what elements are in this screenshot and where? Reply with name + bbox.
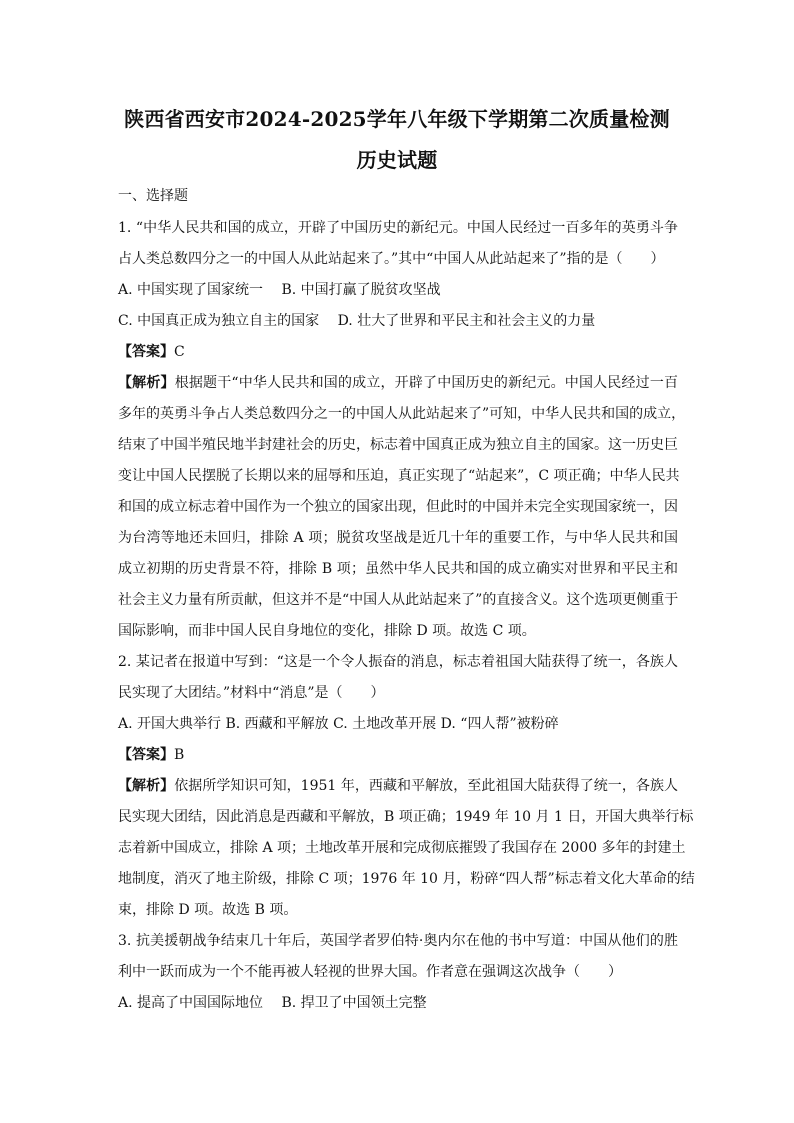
q2-analysis-line-2: 民实现大团结，因此消息是西藏和平解放，B 项正确；1949 年 10 月 1 日，开国大典举行标 [118,809,694,825]
q2-analysis-tag: 【解析】 [118,778,175,794]
q2-analysis-line-4: 地制度，消灭了地主阶级，排除 C 项；1976 年 10 月，粉碎“四人帮”标志着文化大革命的结 [118,871,695,887]
document-title: 陕西省西安市2024-2025学年八年级下学期第二次质量检测 [124,107,670,131]
q2-stem-line-1: 2. 某记者在报道中写到：“这是一个令人振奋的消息，标志着祖国大陆获得了统一，各族人 [118,654,678,670]
q1-analysis-line-5: 和国的成立标志着中国作为一个独立的国家出现，但此时的中国并未完全实现国家统一，因 [118,499,678,515]
q1-answer [118,342,678,362]
q3-option-line-1: A. 提高了中国国际地位 B. 捍卫了中国领土完整 [118,995,427,1011]
q2-answer-tag: 【答案】 [118,747,174,763]
q3-stem-line-2: 利中一跃而成为一个不能再被人轻视的世界大国。作者意在强调这次战争（ ） [118,964,622,980]
q1-answer-tag: 【答案】 [118,344,174,360]
q1-analysis-line-4: 变让中国人民摆脱了长期以来的屈辱和压迫，真正实现了“站起来”，C 项正确；中华人民共 [118,468,680,484]
q1-analysis-line-9: 国际影响，而非中国人民自身地位的变化，排除 D 项。故选 C 项。 [118,623,536,639]
q3-stem-line-1: 3. 抗美援朝战争结束几十年后，英国学者罗伯特·奥内尔在他的书中写道：中国从他们的胜 [118,933,678,949]
q1-analysis-line-8: 社会主义力量有所贡献，但这并不是“中国人从此站起来了”的直接含义。这个选项更侧重于 [118,592,679,608]
q1-analysis-tag: 【解析】 [118,375,175,391]
q1-option-line-2: C. 中国真正成为独立自主的国家 D. 壮大了世界和平民主和社会主义的力量 [118,313,596,329]
q1-option-line-1: A. 中国实现了国家统一 B. 中国打赢了脱贫攻坚战 [118,282,441,298]
q2-answer [118,745,678,765]
q1-analysis-line-6: 为台湾等地还未回归，排除 A 项；脱贫攻坚战是近几十年的重要工作，与中华人民共和国 [118,530,678,546]
q1-analysis-line-2: 多年的英勇斗争占人类总数四分之一的中国人从此站起来了”可知，中华人民共和国的成立， [118,406,686,422]
q1-stem-line-2: 占人类总数四分之一的中国人从此站起来了。”其中“中国人从此站起来了”指的是（ ） [118,251,665,267]
q1-stem-line-1: 1. “中华人民共和国的成立，开辟了中国历史的新纪元。中国人民经过一百多年的英勇斗争 [118,220,678,236]
q2-option-line-1: A. 开国大典举行 B. 西藏和平解放 C. 土地改革开展 D. “四人帮”被粉碎 [118,716,559,732]
q1-analysis-text-1: 根据题干“中华人民共和国的成立，开辟了中国历史的新纪元。中国人民经过一百 [174,375,679,391]
document-subtitle: 历史试题 [356,148,438,172]
q2-analysis-text-1: 依据所学知识可知，1951 年，西藏和平解放，至此祖国大陆获得了统一，各族人 [174,778,679,794]
q1-analysis-line-3: 结束了中国半殖民地半封建社会的历史，标志着中国真正成为独立自主的国家。这一历史巨 [118,437,678,453]
q2-analysis-line-5: 束，排除 D 项。故选 B 项。 [118,902,298,918]
q1-analysis-line-7: 成立初期的历史背景不符，排除 B 项；虽然中华人民共和国的成立确实对世界和平民主和 [118,561,678,577]
q2-stem-line-2: 民实现了大团结。”材料中“消息”是（ ） [118,685,385,701]
q2-analysis-line-1 [118,776,678,796]
q2-analysis-line-3: 志着新中国成立，排除 A 项；土地改革开展和完成彻底摧毁了我国存在 2000 多年的封建土 [118,840,686,856]
q2-answer-value: B [174,747,185,763]
section-heading: 一、选择题 [118,188,188,204]
q1-answer-value: C [174,344,185,360]
q1-analysis-line-1 [118,373,678,393]
